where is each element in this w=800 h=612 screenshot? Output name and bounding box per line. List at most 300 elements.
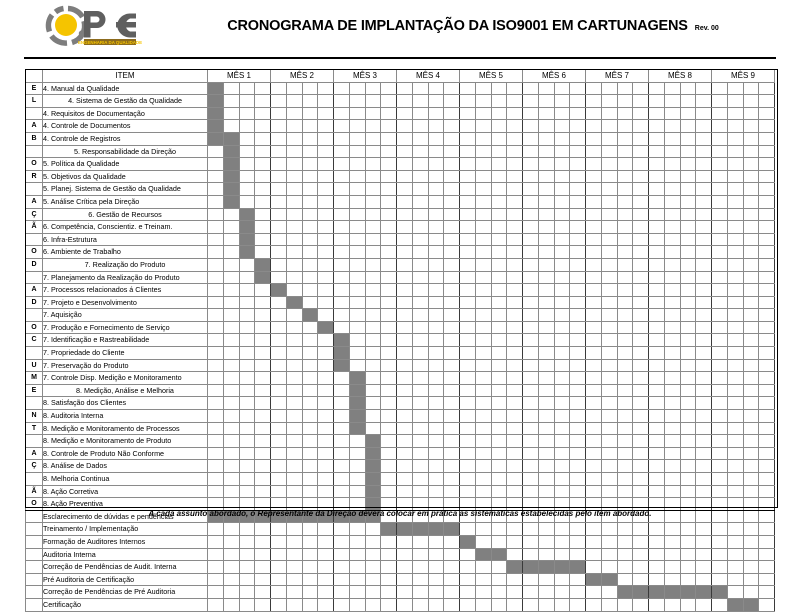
gantt-empty-cell [727, 334, 743, 347]
gantt-empty-cell [444, 535, 460, 548]
gantt-empty-cell [491, 573, 507, 586]
gantt-empty-cell [208, 523, 224, 536]
gantt-empty-cell [601, 435, 617, 448]
gantt-empty-cell [428, 258, 444, 271]
gantt-empty-cell [365, 384, 381, 397]
gantt-bar-cell [365, 447, 381, 460]
gantt-empty-cell [664, 523, 680, 536]
gantt-empty-cell [617, 347, 633, 360]
gantt-empty-cell [586, 586, 602, 599]
gantt-empty-cell [727, 321, 743, 334]
gantt-empty-cell [649, 460, 665, 473]
gantt-empty-cell [523, 422, 539, 435]
gantt-empty-cell [286, 473, 302, 486]
gantt-empty-cell [554, 460, 570, 473]
gantt-empty-cell [570, 271, 586, 284]
gantt-empty-cell [349, 284, 365, 297]
gantt-empty-cell [664, 347, 680, 360]
gantt-empty-cell [397, 473, 413, 486]
gantt-empty-cell [680, 347, 696, 360]
gantt-empty-cell [538, 271, 554, 284]
gantt-empty-cell [507, 473, 523, 486]
gantt-empty-cell [412, 397, 428, 410]
gantt-empty-cell [349, 561, 365, 574]
gantt-empty-cell [633, 573, 649, 586]
gantt-empty-cell [633, 435, 649, 448]
gantt-empty-cell [239, 347, 255, 360]
gantt-empty-cell [586, 309, 602, 322]
gantt-empty-cell [286, 95, 302, 108]
gantt-empty-cell [491, 372, 507, 385]
side-spacer [26, 586, 43, 599]
gantt-empty-cell [381, 246, 397, 259]
gantt-empty-cell [680, 321, 696, 334]
gantt-empty-cell [444, 359, 460, 372]
gantt-empty-cell [570, 120, 586, 133]
gantt-empty-cell [444, 107, 460, 120]
gantt-empty-cell [365, 548, 381, 561]
gantt-empty-cell [271, 384, 287, 397]
table-row [26, 158, 775, 171]
gantt-empty-cell [617, 183, 633, 196]
gantt-empty-cell [381, 598, 397, 611]
gantt-empty-cell [381, 347, 397, 360]
gantt-empty-cell [538, 410, 554, 423]
gantt-empty-cell [318, 107, 334, 120]
gantt-empty-cell [208, 397, 224, 410]
gantt-empty-cell [239, 195, 255, 208]
gantt-bar-cell [334, 347, 350, 360]
gantt-empty-cell [570, 183, 586, 196]
gantt-empty-cell [255, 208, 271, 221]
gantt-empty-cell [412, 120, 428, 133]
gantt-empty-cell [302, 561, 318, 574]
gantt-empty-cell [271, 460, 287, 473]
gantt-empty-cell [617, 132, 633, 145]
gantt-empty-cell [491, 473, 507, 486]
gantt-empty-cell [712, 535, 728, 548]
gantt-empty-cell [727, 258, 743, 271]
gantt-empty-cell [491, 271, 507, 284]
gantt-empty-cell [255, 321, 271, 334]
gantt-empty-cell [649, 435, 665, 448]
gantt-empty-cell [475, 271, 491, 284]
gantt-empty-cell [334, 271, 350, 284]
gantt-empty-cell [601, 284, 617, 297]
gantt-empty-cell [633, 321, 649, 334]
gantt-empty-cell [475, 95, 491, 108]
gantt-empty-cell [759, 246, 775, 259]
gantt-empty-cell [664, 132, 680, 145]
gantt-empty-cell [318, 233, 334, 246]
gantt-empty-cell [664, 246, 680, 259]
gantt-empty-cell [601, 170, 617, 183]
gantt-empty-cell [727, 573, 743, 586]
gantt-empty-cell [271, 321, 287, 334]
gantt-empty-cell [223, 82, 239, 95]
gantt-empty-cell [365, 309, 381, 322]
gantt-empty-cell [381, 208, 397, 221]
gantt-empty-cell [318, 535, 334, 548]
gantt-empty-cell [759, 158, 775, 171]
gantt-empty-cell [412, 233, 428, 246]
gantt-empty-cell [743, 548, 759, 561]
gantt-empty-cell [759, 334, 775, 347]
gantt-empty-cell [633, 120, 649, 133]
gantt-empty-cell [475, 120, 491, 133]
gantt-empty-cell [349, 296, 365, 309]
gantt-empty-cell [334, 221, 350, 234]
vertical-section-label-letter: Ç [26, 208, 43, 221]
gantt-empty-cell [381, 447, 397, 460]
gantt-empty-cell [475, 535, 491, 548]
gantt-empty-cell [664, 183, 680, 196]
gantt-empty-cell [491, 145, 507, 158]
gantt-empty-cell [712, 120, 728, 133]
gantt-empty-cell [286, 158, 302, 171]
gantt-empty-cell [271, 586, 287, 599]
gantt-empty-cell [397, 372, 413, 385]
gantt-empty-cell [271, 107, 287, 120]
vertical-section-label-letter: A [26, 195, 43, 208]
gantt-empty-cell [664, 410, 680, 423]
gantt-empty-cell [554, 359, 570, 372]
gantt-empty-cell [286, 183, 302, 196]
gantt-empty-cell [381, 107, 397, 120]
gantt-empty-cell [223, 258, 239, 271]
gantt-empty-cell [460, 321, 476, 334]
gantt-empty-cell [617, 384, 633, 397]
gantt-empty-cell [664, 334, 680, 347]
gantt-empty-cell [696, 246, 712, 259]
gantt-empty-cell [334, 183, 350, 196]
gantt-empty-cell [318, 485, 334, 498]
month-header-1: MÊS 1 [208, 70, 271, 83]
gantt-empty-cell [428, 347, 444, 360]
gantt-empty-cell [649, 82, 665, 95]
gantt-empty-cell [223, 422, 239, 435]
gantt-empty-cell [318, 586, 334, 599]
gantt-empty-cell [444, 460, 460, 473]
gantt-empty-cell [633, 107, 649, 120]
gantt-empty-cell [712, 447, 728, 460]
gantt-empty-cell [349, 145, 365, 158]
gantt-empty-cell [523, 397, 539, 410]
gantt-empty-cell [538, 158, 554, 171]
gantt-empty-cell [727, 208, 743, 221]
gantt-bar-cell [223, 145, 239, 158]
gantt-empty-cell [208, 586, 224, 599]
gantt-empty-cell [727, 284, 743, 297]
gantt-empty-cell [223, 347, 239, 360]
gantt-empty-cell [286, 132, 302, 145]
gantt-empty-cell [318, 95, 334, 108]
gantt-empty-cell [255, 221, 271, 234]
gantt-empty-cell [601, 120, 617, 133]
gantt-empty-cell [727, 586, 743, 599]
gantt-empty-cell [617, 208, 633, 221]
gantt-empty-cell [286, 372, 302, 385]
gantt-empty-cell [617, 485, 633, 498]
gantt-empty-cell [554, 246, 570, 259]
gantt-empty-cell [523, 410, 539, 423]
gantt-empty-cell [286, 233, 302, 246]
gantt-empty-cell [586, 284, 602, 297]
gantt-empty-cell [239, 435, 255, 448]
gantt-empty-cell [475, 359, 491, 372]
gantt-bar-cell [680, 586, 696, 599]
gantt-empty-cell [712, 485, 728, 498]
gantt-empty-cell [680, 460, 696, 473]
gantt-empty-cell [617, 321, 633, 334]
gantt-empty-cell [381, 422, 397, 435]
gantt-empty-cell [475, 107, 491, 120]
gantt-empty-cell [617, 422, 633, 435]
gantt-empty-cell [491, 258, 507, 271]
gantt-empty-cell [743, 359, 759, 372]
gantt-empty-cell [397, 422, 413, 435]
table-row [26, 397, 775, 410]
gantt-empty-cell [286, 523, 302, 536]
gantt-empty-cell [712, 170, 728, 183]
gantt-empty-cell [286, 246, 302, 259]
gantt-empty-cell [712, 473, 728, 486]
month-header-7: MÊS 7 [586, 70, 649, 83]
gantt-empty-cell [649, 573, 665, 586]
gantt-empty-cell [664, 372, 680, 385]
gantt-empty-cell [712, 422, 728, 435]
gantt-empty-cell [601, 132, 617, 145]
gantt-empty-cell [743, 535, 759, 548]
gantt-empty-cell [759, 535, 775, 548]
gantt-empty-cell [727, 485, 743, 498]
gantt-empty-cell [412, 334, 428, 347]
gantt-empty-cell [208, 284, 224, 297]
gantt-empty-cell [696, 284, 712, 297]
gantt-empty-cell [286, 170, 302, 183]
gantt-empty-cell [428, 195, 444, 208]
table-row [26, 548, 775, 561]
gantt-empty-cell [223, 447, 239, 460]
gantt-empty-cell [428, 460, 444, 473]
gantt-empty-cell [696, 321, 712, 334]
gantt-empty-cell [743, 460, 759, 473]
gantt-empty-cell [554, 95, 570, 108]
gantt-empty-cell [239, 473, 255, 486]
gantt-empty-cell [460, 246, 476, 259]
gantt-empty-cell [239, 309, 255, 322]
gantt-empty-cell [271, 246, 287, 259]
gantt-empty-cell [759, 309, 775, 322]
gantt-empty-cell [712, 271, 728, 284]
gantt-empty-cell [759, 170, 775, 183]
gantt-empty-cell [397, 573, 413, 586]
gantt-bar-cell [302, 309, 318, 322]
task-label: 8. Satisfação dos Clientes [43, 397, 208, 410]
gantt-empty-cell [696, 372, 712, 385]
gantt-empty-cell [460, 208, 476, 221]
gantt-empty-cell [633, 372, 649, 385]
gantt-empty-cell [601, 485, 617, 498]
gantt-empty-cell [680, 473, 696, 486]
gantt-empty-cell [743, 435, 759, 448]
gantt-empty-cell [601, 271, 617, 284]
gantt-empty-cell [570, 485, 586, 498]
gantt-empty-cell [649, 397, 665, 410]
gantt-empty-cell [475, 473, 491, 486]
table-row [26, 170, 775, 183]
gantt-empty-cell [208, 233, 224, 246]
gantt-empty-cell [365, 359, 381, 372]
task-label: 6. Competência, Conscientiz. e Treinam. [43, 221, 208, 234]
gantt-empty-cell [286, 435, 302, 448]
gantt-empty-cell [696, 132, 712, 145]
gantt-empty-cell [412, 271, 428, 284]
gantt-empty-cell [696, 598, 712, 611]
gantt-empty-cell [680, 296, 696, 309]
gantt-empty-cell [507, 195, 523, 208]
gantt-empty-cell [460, 447, 476, 460]
gantt-empty-cell [334, 573, 350, 586]
gantt-empty-cell [412, 384, 428, 397]
gantt-empty-cell [617, 359, 633, 372]
gantt-empty-cell [255, 296, 271, 309]
gantt-empty-cell [271, 422, 287, 435]
gantt-empty-cell [491, 460, 507, 473]
gantt-empty-cell [759, 460, 775, 473]
gantt-empty-cell [334, 132, 350, 145]
gantt-empty-cell [617, 82, 633, 95]
gantt-empty-cell [570, 170, 586, 183]
gantt-empty-cell [633, 158, 649, 171]
gantt-empty-cell [271, 309, 287, 322]
gantt-bar-cell [255, 271, 271, 284]
gantt-empty-cell [554, 447, 570, 460]
gantt-bar-cell [208, 82, 224, 95]
gantt-empty-cell [491, 347, 507, 360]
gantt-empty-cell [538, 95, 554, 108]
gantt-empty-cell [286, 535, 302, 548]
gantt-empty-cell [444, 183, 460, 196]
gantt-empty-cell [302, 359, 318, 372]
gantt-empty-cell [696, 359, 712, 372]
gantt-empty-cell [680, 561, 696, 574]
gantt-empty-cell [491, 397, 507, 410]
gantt-empty-cell [680, 246, 696, 259]
table-row [26, 447, 775, 460]
gantt-empty-cell [617, 271, 633, 284]
gantt-empty-cell [617, 561, 633, 574]
gantt-empty-cell [570, 573, 586, 586]
gantt-empty-cell [712, 258, 728, 271]
gantt-empty-cell [365, 208, 381, 221]
gantt-empty-cell [727, 246, 743, 259]
gantt-empty-cell [239, 359, 255, 372]
gantt-empty-cell [460, 107, 476, 120]
gantt-empty-cell [696, 334, 712, 347]
gantt-empty-cell [759, 321, 775, 334]
gantt-empty-cell [428, 485, 444, 498]
gantt-empty-cell [286, 347, 302, 360]
gantt-empty-cell [727, 120, 743, 133]
gantt-empty-cell [365, 347, 381, 360]
gantt-empty-cell [712, 158, 728, 171]
gantt-empty-cell [633, 284, 649, 297]
logo-tagline: ENGENHARIA DA QUALIDADE [77, 40, 143, 45]
gantt-empty-cell [507, 573, 523, 586]
gantt-empty-cell [286, 107, 302, 120]
gantt-empty-cell [286, 598, 302, 611]
gantt-empty-cell [649, 221, 665, 234]
gantt-empty-cell [491, 535, 507, 548]
gantt-empty-cell [460, 586, 476, 599]
gantt-empty-cell [601, 107, 617, 120]
gantt-empty-cell [460, 334, 476, 347]
gantt-empty-cell [664, 195, 680, 208]
gantt-empty-cell [302, 422, 318, 435]
gantt-empty-cell [554, 195, 570, 208]
gantt-empty-cell [412, 447, 428, 460]
gantt-empty-cell [491, 120, 507, 133]
gantt-empty-cell [507, 447, 523, 460]
gantt-empty-cell [633, 598, 649, 611]
gantt-empty-cell [759, 258, 775, 271]
gantt-empty-cell [712, 107, 728, 120]
gantt-empty-cell [712, 82, 728, 95]
vertical-section-label-letter: O [26, 498, 43, 511]
gantt-bar-cell [460, 535, 476, 548]
gantt-empty-cell [570, 296, 586, 309]
gantt-empty-cell [223, 485, 239, 498]
gantt-empty-cell [664, 397, 680, 410]
gantt-empty-cell [365, 95, 381, 108]
gantt-empty-cell [334, 447, 350, 460]
gantt-empty-cell [507, 296, 523, 309]
gantt-empty-cell [617, 535, 633, 548]
gantt-empty-cell [617, 447, 633, 460]
gantt-bar-cell [365, 473, 381, 486]
gantt-empty-cell [397, 271, 413, 284]
gantt-empty-cell [696, 485, 712, 498]
gantt-empty-cell [507, 145, 523, 158]
gantt-empty-cell [428, 233, 444, 246]
task-label: 4. Controle de Documentos [43, 120, 208, 133]
vertical-section-label-letter: A [26, 284, 43, 297]
gantt-empty-cell [586, 523, 602, 536]
gantt-empty-cell [349, 233, 365, 246]
gantt-empty-cell [601, 535, 617, 548]
gantt-empty-cell [649, 158, 665, 171]
gantt-empty-cell [570, 586, 586, 599]
gantt-empty-cell [208, 422, 224, 435]
gantt-empty-cell [507, 334, 523, 347]
task-label: 5. Análise Crítica pela Direção [43, 195, 208, 208]
task-label: Certificação [43, 598, 208, 611]
gantt-empty-cell [223, 296, 239, 309]
gantt-empty-cell [523, 132, 539, 145]
gantt-empty-cell [680, 208, 696, 221]
gantt-empty-cell [554, 321, 570, 334]
gantt-empty-cell [318, 309, 334, 322]
gantt-empty-cell [601, 523, 617, 536]
gantt-empty-cell [664, 535, 680, 548]
gantt-empty-cell [428, 132, 444, 145]
gantt-empty-cell [397, 598, 413, 611]
gantt-empty-cell [428, 183, 444, 196]
gantt-empty-cell [743, 183, 759, 196]
gantt-empty-cell [428, 598, 444, 611]
gantt-empty-cell [538, 460, 554, 473]
